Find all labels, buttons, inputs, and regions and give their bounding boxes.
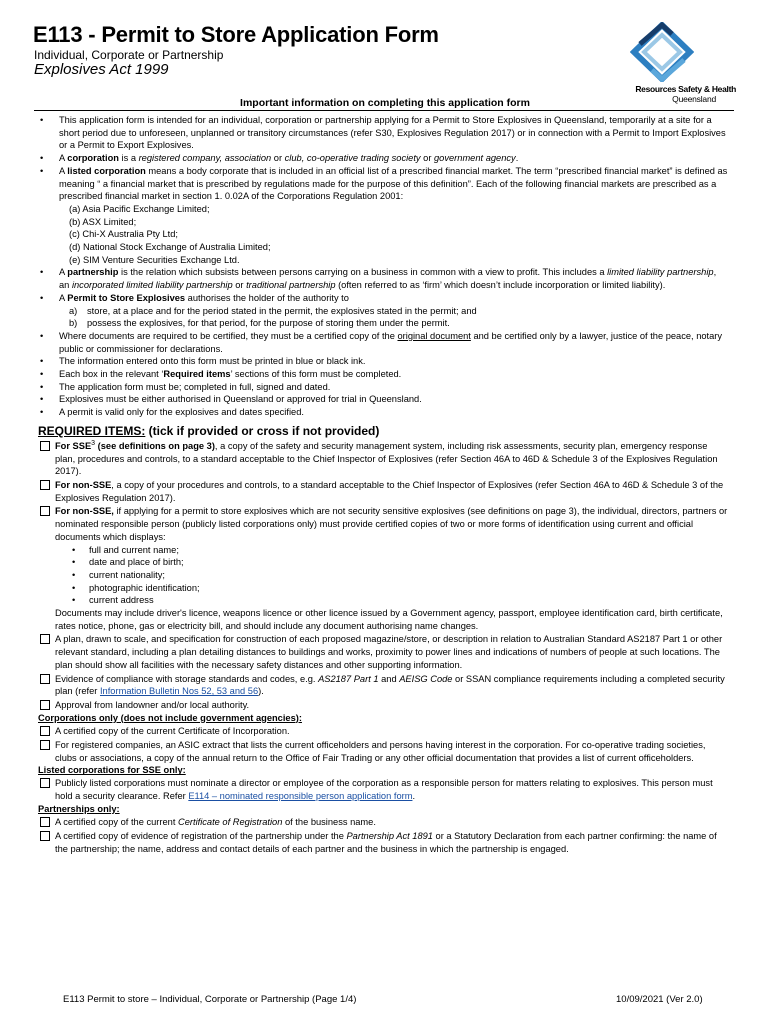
logo-text-line1: Resources Safety & Health bbox=[635, 84, 736, 94]
incorporation-checkbox[interactable] bbox=[40, 726, 50, 736]
required-items-heading: REQUIRED ITEMS: (tick if provided or cross if not provided) bbox=[38, 423, 380, 438]
required-item-non-sse: For non-SSE, a copy of your procedures and controls, to a standard acceptable to the Chief Inspector of Explosives (refer Section 46A to 46D & Schedule 3 of the Explosives Regulation 2017). bbox=[38, 479, 728, 504]
rshq-logo-icon bbox=[630, 22, 694, 82]
sse-checkbox[interactable] bbox=[40, 441, 50, 451]
page-subtitle: Individual, Corporate or Partnership bbox=[34, 48, 224, 62]
listed-corporations-heading: Listed corporations for SSE only: bbox=[38, 765, 186, 776]
id-requirement: • full and current name; bbox=[72, 544, 728, 557]
info-bullet: • A partnership is the relation which subsists between persons carrying on a business in common with a view to profit. This includes a limited liability partnership, an incorporated limited liability partnership or traditional partnership (often referred to as ‘firm’ which doesn’t include incorporation or limited liability). bbox=[38, 266, 728, 291]
non-sse-id-checkbox[interactable] bbox=[40, 506, 50, 516]
heading-divider bbox=[34, 110, 734, 111]
info-bullet: • Where documents are required to be certified, they must be a certified copy of the original document and be certified only by a lawyer, justice of the peace, notary public or commissioner for declarations. bbox=[38, 330, 728, 355]
market-item: (d) National Stock Exchange of Australia Limited; bbox=[69, 242, 271, 253]
asic-checkbox[interactable] bbox=[40, 740, 50, 750]
info-bullet: • A permit is valid only for the explosives and dates specified. bbox=[38, 406, 728, 419]
id-documents-note: Documents may include driver's licence, weapons licence or other licence issued by a Government agency, passport, employee identification card, birth certificate, rates notice, phone, gas or electricity bill, and should include any document authorising name changes. bbox=[55, 608, 723, 631]
market-item: (a) Asia Pacific Exchange Limited; bbox=[69, 203, 210, 214]
required-item-non-sse-id: For non-SSE, if applying for a permit to store explosives which are not security sensitive explosives (see definitions on page 3), the individual, directors, partners or nominated responsible person (publicly listed corporations only) must provide certified copies of two or more forms of identification using current and official documents which displays: • full and current name; • date and place of birth; • current nationality; • photographic identification; • current address Documents may include driver's licence, weapons licence or other licence issued by a Government agency, passport, employee identification card, birth certificate, rates notice, phone, gas or electricity bill, and should include any document authorising name changes. bbox=[38, 505, 728, 632]
required-item-plan: A plan, drawn to scale, and specification for construction of each proposed magazine/store, or description in relation to Australian Standard AS2187 Part 1 or other relevant standard, including a plan detailing distances to buildings and works, proximity to power lines and indications of numbers of people at such locations. The plan should show all facilities with the necessary safety distances and other supporting information. bbox=[38, 633, 728, 671]
plan-checkbox[interactable] bbox=[40, 634, 50, 644]
registration-checkbox[interactable] bbox=[40, 817, 50, 827]
info-bullet: • Each box in the relevant ‘Required items’ sections of this form must be completed. bbox=[38, 368, 728, 381]
id-requirement: • date and place of birth; bbox=[72, 556, 728, 569]
compliance-checkbox[interactable] bbox=[40, 674, 50, 684]
e114-link[interactable]: E114 – nominated responsible person application form bbox=[188, 790, 413, 801]
permit-sub-item: b) possess the explosives, for that period, for the purpose of storing them under the permit. bbox=[69, 318, 450, 329]
partnerships-heading: Partnerships only: bbox=[38, 803, 120, 814]
id-requirement: • current address bbox=[72, 594, 728, 607]
corp-item-incorporation: A certified copy of the current Certificate of Incorporation. bbox=[38, 725, 728, 738]
required-item-sse: For SSE$^3$ (see definitions on page 3), a copy of the safety and security management system, including risk assessments, security plan, emergency response plan, procedures and controls, to a standard acceptable to the Chief Inspector of Explosives (refer Section 46A to 46D & Schedule 3 of the Explosives Regulation 2017). bbox=[38, 440, 728, 478]
listed-item: Publicly listed corporations must nominate a director or employee of the corporation as a responsible person for matters relating to explosives. This person must hold a security clearance. Refer E114 – nominated responsible person application form. bbox=[38, 777, 728, 802]
id-requirements-list bbox=[55, 544, 728, 608]
id-requirement: • current nationality; bbox=[72, 569, 728, 582]
required-item-approval: Approval from landowner and/or local authority. bbox=[38, 699, 728, 712]
partner-item-registration: A certified copy of the current Certificate of Registration of the business name. bbox=[38, 816, 728, 829]
approval-checkbox[interactable] bbox=[40, 700, 50, 710]
partner-item-evidence: A certified copy of evidence of registration of the partnership under the Partnership Act 1891 or a Statutory Declaration from each partner confirming: the name of the partnership; the name, address and contact details of each partner and the business in which the partnership is engaged. bbox=[38, 830, 728, 855]
logo-text-line2: Queensland bbox=[672, 94, 716, 104]
info-bullet: • A corporation is a registered company, association or club, co-operative trading society or government agency. bbox=[38, 152, 728, 165]
listed-checkbox[interactable] bbox=[40, 778, 50, 788]
rshq-logo bbox=[616, 22, 736, 104]
permit-sub-item: a) store, at a place and for the period stated in the permit, the explosives stated in the permit; and bbox=[69, 305, 477, 316]
non-sse-checkbox[interactable] bbox=[40, 480, 50, 490]
info-bulletin-link[interactable]: Information Bulletin Nos 52, 53 and 56 bbox=[99, 686, 259, 697]
info-bullet: • Explosives must be either authorised in Queensland or approved for trial in Queensland. bbox=[38, 393, 728, 406]
info-list bbox=[38, 114, 728, 419]
info-bullet: • A listed corporation means a body corporate that is included in an official list of a prescribed financial market. The term “prescribed financial market” is defined as meaning “ a financial market that is prescribed by regulations made for the purpose of this definition”. Each of the following financial markets are prescribed as a prescribed financial market in section 1. 0.02A of the Corporations Regulation 2001: (a) Asia Pacific Exchange Limited; (b) ASX Limited; (c) Chi-X Australia Pty Ltd; (d) National Stock Exchange of Australia Limited; (e) SIM Venture Securities Exchange Ltd. bbox=[38, 165, 728, 267]
corporations-heading: Corporations only (does not include government agencies): bbox=[38, 712, 302, 723]
market-item: (b) ASX Limited; bbox=[69, 216, 137, 227]
evidence-checkbox[interactable] bbox=[40, 831, 50, 841]
info-bullet: • The application form must be; completed in full, signed and dated. bbox=[38, 381, 728, 394]
id-requirement: • photographic identification; bbox=[72, 582, 728, 595]
market-item: (e) SIM Venture Securities Exchange Ltd. bbox=[69, 254, 240, 265]
info-bullet: • A Permit to Store Explosives authorises the holder of the authority to a) store, at a place and for the period stated in the permit, the explosives stated in the permit; and b) possess the explosives, for that period, for the purpose of storing them under the permit. bbox=[38, 292, 728, 330]
act-name: Explosives Act 1999 bbox=[34, 61, 169, 78]
corp-item-asic: For registered companies, an ASIC extract that lists the current officeholders and persons having interest in the corporation. For co-operative trading societies, clubs or associations, a copy of the annual return to the Office of Fair Trading or any other official documentation that provides a list of current officeholders. bbox=[38, 739, 728, 764]
footer-left: E113 Permit to store – Individual, Corporate or Partnership (Page 1/4) bbox=[63, 994, 357, 1005]
market-item: (c) Chi-X Australia Pty Ltd; bbox=[69, 229, 179, 240]
required-item-compliance: Evidence of compliance with storage standards and codes, e.g. AS2187 Part 1 and AEISG Code or SSAN compliance requirements including a completed security plan (refer Information Bulletin Nos 52, 53 and 56). bbox=[38, 673, 728, 698]
form-body bbox=[38, 114, 728, 855]
info-bullet: • The information entered onto this form must be printed in blue or black ink. bbox=[38, 355, 728, 368]
footer-right: 10/09/2021 (Ver 2.0) bbox=[616, 994, 703, 1005]
info-heading: Important information on completing this application form bbox=[240, 97, 530, 109]
page-title: E113 - Permit to Store Application Form bbox=[33, 22, 439, 47]
info-bullet: • This application form is intended for an individual, corporation or partnership applying for a Permit to Store Explosives in Queensland, temporarily at a site for a short period due to unforeseen, unplanned or transitory circumstances (refer S30, Explosives Regulation 2017) or in connection with a Permit to Import Explosives or a Permit to Export Explosives. bbox=[38, 114, 728, 152]
